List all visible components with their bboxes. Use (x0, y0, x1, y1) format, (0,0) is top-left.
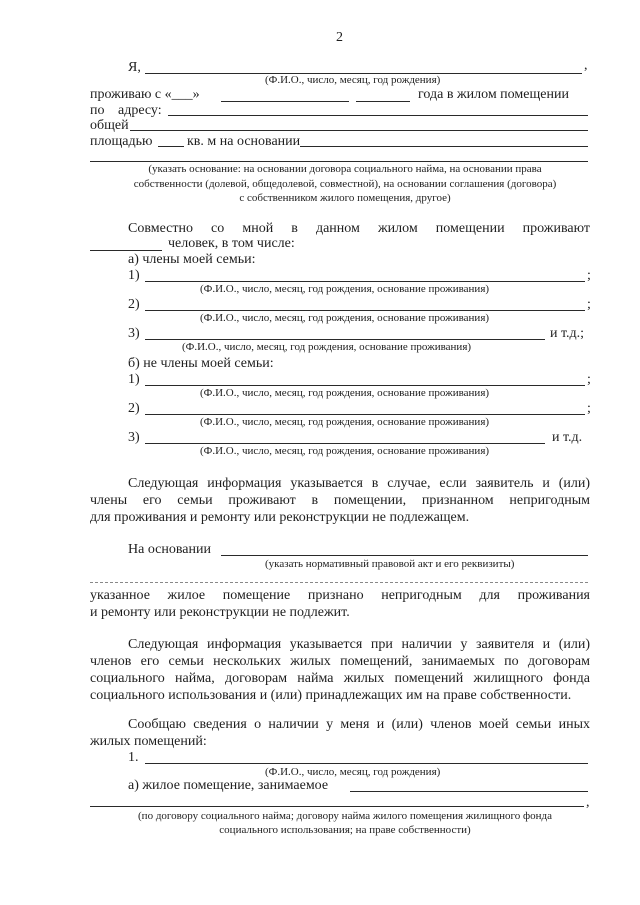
po-label: по (90, 103, 105, 118)
nonfamily-3-etc: и т.д. (552, 430, 583, 445)
basis-hint-1: (указать основание: на основании договора социального найма, на основании права (148, 163, 542, 175)
occupied-line-2[interactable] (90, 806, 584, 807)
nonfamily-1-num: 1) (128, 372, 140, 387)
address-label: адресу: (118, 103, 162, 118)
nonfamily-3-num: 3) (128, 430, 140, 445)
basis-line[interactable] (300, 146, 588, 147)
legal-act-line-2[interactable] (90, 582, 588, 583)
family-1-num: 1) (128, 268, 140, 283)
year-living-label: года в жилом помещении (418, 87, 569, 102)
nonfamily-3-line[interactable] (145, 443, 545, 444)
address-line[interactable] (168, 115, 588, 116)
family-3-line[interactable] (145, 339, 545, 340)
page-number: 2 (336, 30, 343, 45)
year-line[interactable] (356, 101, 410, 102)
living-since-label: проживаю с «___» (90, 87, 200, 102)
multi-line-3: социального найма, договорам найма жилых помещений жилищного фонда (90, 671, 590, 686)
nonfamily-2-line[interactable] (145, 414, 585, 415)
basis-hint-3: с собственником жилого помещения, другое) (239, 192, 451, 204)
basis-line-2: и ремонту или реконструкции не подлежит. (90, 605, 350, 620)
other-line-2: жилых помещений: (90, 734, 207, 749)
multi-line-2: членов его семьи нескольких жилых помещений, занимаемых по договорам (90, 654, 590, 669)
basis-line-1: указанное жилое помещение признано непригодным для проживания (90, 588, 590, 603)
nonfamily-2-semi: ; (587, 401, 591, 416)
family-2-line[interactable] (145, 310, 585, 311)
total-label: общей (90, 118, 129, 133)
together-line-1: Совместно со мной в данном жилом помещении проживают (128, 221, 590, 236)
occupied-hint-1: (по договору социального найма; договору найма жилого помещения жилищного фонда (138, 810, 552, 822)
ya-label: Я, (128, 60, 141, 75)
nonfamily-2-num: 2) (128, 401, 140, 416)
nonfamily-3-hint: (Ф.И.О., число, месяц, год рождения, основание проживания) (200, 445, 490, 457)
family-2-hint: (Ф.И.О., число, месяц, год рождения, основание проживания) (200, 312, 490, 324)
date-line[interactable] (221, 101, 349, 102)
address-line-2[interactable] (130, 130, 588, 131)
nonfamily-1-hint: (Ф.И.О., число, месяц, год рождения, основание проживания) (200, 387, 490, 399)
unfit-line-1: Следующая информация указывается в случае, если заявитель и (или) (128, 476, 590, 491)
fio-hint: (Ф.И.О., число, месяц, год рождения) (265, 74, 441, 86)
occupied-comma: , (586, 795, 590, 810)
other-line-1: Сообщаю сведения о наличии у меня и (или) членов моей семьи иных (128, 717, 590, 732)
family-1-hint: (Ф.И.О., число, месяц, год рождения, основание проживания) (200, 283, 490, 295)
family-2-semi: ; (587, 297, 591, 312)
family-3-hint: (Ф.И.О., число, месяц, год рождения, основание проживания) (182, 341, 472, 353)
occupied-line[interactable] (350, 791, 588, 792)
nonfamily-2-hint: (Ф.И.О., число, месяц, год рождения, основание проживания) (200, 416, 490, 428)
legal-act-line[interactable] (221, 555, 588, 556)
other-fio-line[interactable] (145, 763, 588, 764)
area-label: площадью (90, 134, 153, 149)
area-line[interactable] (158, 146, 184, 147)
fio-comma: , (584, 58, 588, 73)
basis-hint-2: собственности (долевой, общедолевой, совместной), на основании соглашения (договора) (133, 178, 557, 190)
basis-line-2[interactable] (90, 161, 588, 162)
occupied-hint-2: социального использования; на праве собственности) (219, 824, 471, 836)
family-1-semi: ; (587, 268, 591, 283)
family-3-num: 3) (128, 326, 140, 341)
family-3-etc: и т.д.; (550, 326, 585, 341)
non-family-header: б) не члены моей семьи: (128, 356, 274, 371)
other-item-num: 1. (128, 750, 139, 765)
together-line-2: человек, в том числе: (168, 236, 295, 251)
multi-line-4: социального использования и (или) принадлежащих им на праве собственности. (90, 688, 572, 703)
unfit-line-2: члены его семьи проживают в помещении, признанном непригодным (90, 493, 590, 508)
basis-label: На основании (128, 542, 211, 557)
people-count-line[interactable] (90, 250, 162, 251)
occupied-label: а) жилое помещение, занимаемое (128, 778, 329, 793)
family-2-num: 2) (128, 297, 140, 312)
family-header: а) члены моей семьи: (128, 252, 256, 267)
family-1-line[interactable] (145, 281, 585, 282)
multi-line-1: Следующая информация указывается при наличии у заявителя и (или) (128, 637, 590, 652)
area-unit-label: кв. м на основании (187, 134, 301, 149)
unfit-line-3: для проживания и ремонту или реконструкции не подлежащем. (90, 510, 470, 525)
nonfamily-1-semi: ; (587, 372, 591, 387)
legal-act-hint: (указать нормативный правовой акт и его реквизиты) (265, 558, 515, 570)
nonfamily-1-line[interactable] (145, 385, 585, 386)
other-fio-hint: (Ф.И.О., число, месяц, год рождения) (265, 766, 441, 778)
